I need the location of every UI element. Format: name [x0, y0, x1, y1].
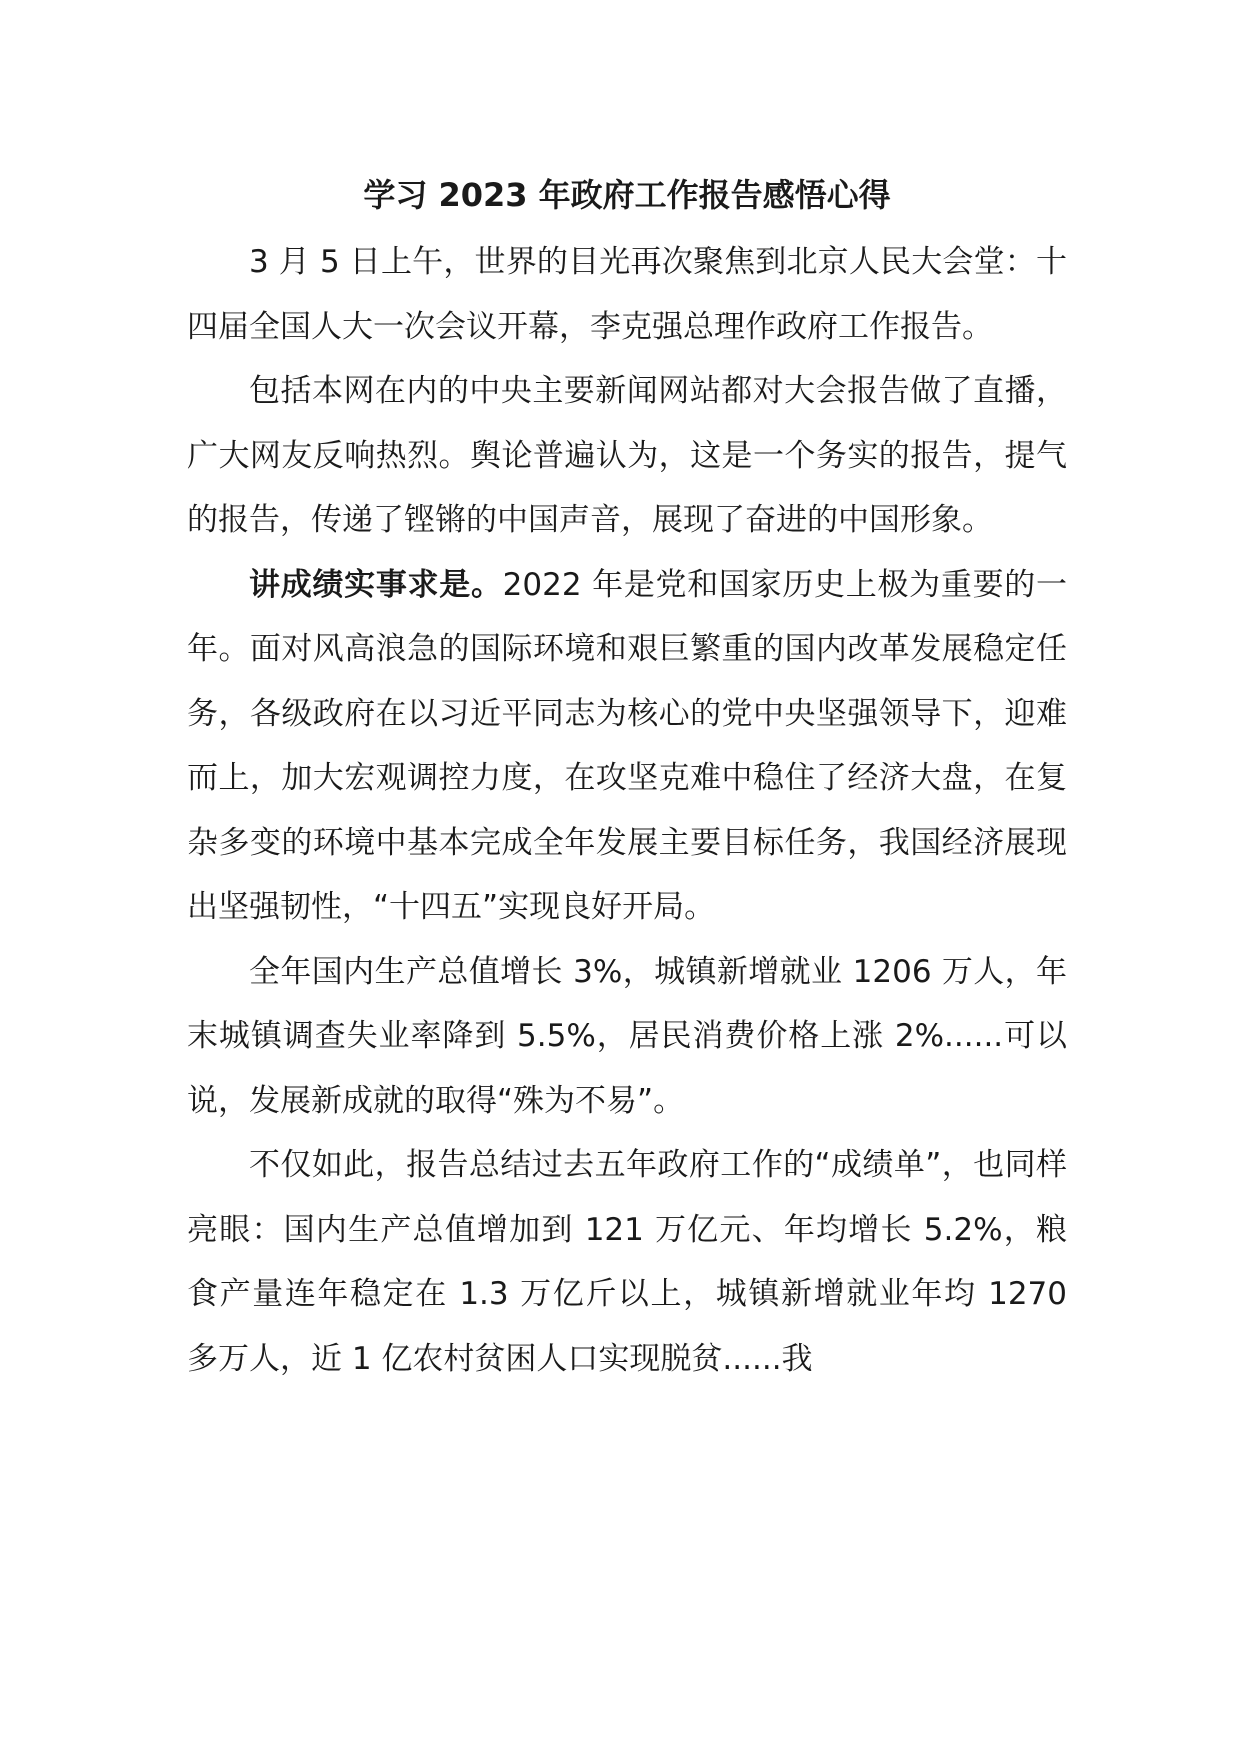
paragraph-4-text: 全年国内生产总值增长 3%，城镇新增就业 1206 万人，年末城镇调查失业率降到 5.5%，居民消费价格上涨 2%......可以说，发展新成就的取得“殊为不易”。: [187, 953, 1067, 1119]
document-body: [187, 170, 1067, 1391]
document-title: 学习 2023 年政府工作报告感悟心得: [363, 176, 891, 214]
paragraph-3: [187, 553, 1067, 940]
paragraph-5-text: 不仅如此，报告总结过去五年政府工作的“成绩单”，也同样亮眼：国内生产总值增加到 121 万亿元、年均增长 5.2%，粮食产量连年稳定在 1.3 万亿斤以上，城镇新增就业年均 1270 多万人，近 1 亿农村贫困人口实现脱贫......我: [187, 1147, 1067, 1377]
paragraph-1: [187, 230, 1067, 359]
paragraph-3-lead: 讲成绩实事求是。: [249, 566, 503, 603]
paragraph-2: [187, 359, 1067, 553]
paragraph-4: [187, 940, 1067, 1134]
paragraph-2-text: 包括本网在内的中央主要新闻网站都对大会报告做了直播，广大网友反响热烈。舆论普遍认为，这是一个务实的报告，提气的报告，传递了铿锵的中国声音，展现了奋进的中国形象。: [187, 373, 1067, 538]
paragraph-1-text: 3 月 5 日上午，世界的目光再次聚焦到北京人民大会堂：十四届全国人大一次会议开幕，李克强总理作政府工作报告。: [187, 244, 1067, 345]
paragraph-3-text: 2022 年是党和国家历史上极为重要的一年。面对风高浪急的国际环境和艰巨繁重的国内改革发展稳定任务，各级政府在以习近平同志为核心的党中央坚强领导下，迎难而上，加大宏观调控力度，在攻坚克难中稳住了经济大盘，在复杂多变的环境中基本完成全年发展主要目标任务，我国经济展现出坚强韧性，“十四五”实现良好开局。: [187, 566, 1067, 925]
paragraph-5: [187, 1133, 1067, 1391]
